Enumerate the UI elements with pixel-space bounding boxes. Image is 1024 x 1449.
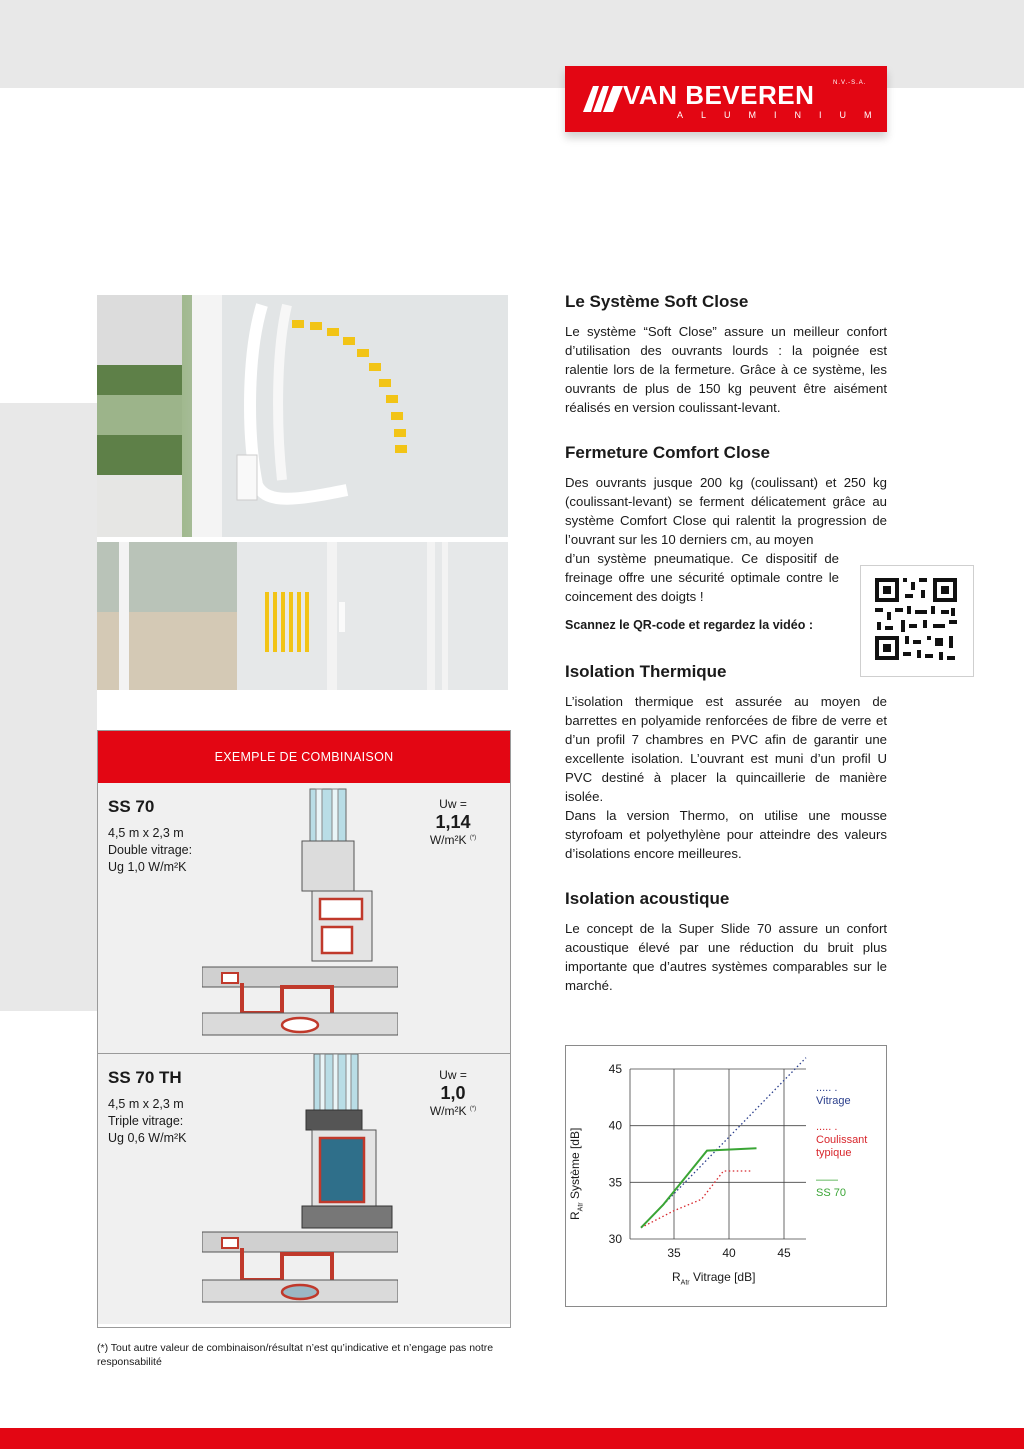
- brand-subtitle: ALUMINIUM: [677, 110, 890, 120]
- system-ug: Ug 0,6 W/m²K: [108, 1131, 187, 1145]
- brand-legal-form: N.V.-S.A.: [833, 80, 867, 86]
- text-soft-close: Le système “Soft Close” assure un meilleur confort d’utilisation des ouvrants lourds : la poignée est ralentie lors de la fermeture. Grâce à ce système, les ouvrants de plus de 150 kg peuvent être aisément réalisés en version coulissant-levant.: [565, 324, 887, 415]
- x-tick-label: 40: [722, 1246, 736, 1260]
- legend-marker: ..... .: [816, 1082, 838, 1094]
- ss70-section-drawing: [202, 787, 398, 1049]
- legend-ss70: [816, 1174, 846, 1200]
- series-line-3: [641, 1148, 757, 1227]
- y-tick-label: 30: [608, 1232, 622, 1246]
- handle-photo: [97, 295, 508, 537]
- combination-title: EXEMPLE DE COMBINAISON: [214, 750, 394, 764]
- text-comfort-close: Des ouvrants jusque 200 kg (coulissant) et 250 kg (coulissant-levant) se ferment délicatement grâce au système Comfort Close qui ralentit la progression de l’ouvrant sur les 10 derniers cm, au moyen: [565, 475, 887, 547]
- legend-coulissant: [816, 1121, 880, 1160]
- uw-unit: W/m²K: [429, 1104, 467, 1118]
- uw-unit-line: [418, 833, 488, 847]
- x-tick-label: 45: [777, 1246, 791, 1260]
- system-name: SS 70 TH: [108, 1068, 182, 1087]
- handle-photo-art: [97, 295, 508, 537]
- legend-label: SS 70: [816, 1187, 846, 1199]
- sliding-door-art: [97, 542, 508, 690]
- system-name: SS 70: [108, 797, 155, 816]
- system-glazing: Triple vitrage:: [108, 1114, 184, 1128]
- series-line-2: [641, 1171, 751, 1228]
- brand-name: VAN BEVEREN: [623, 80, 815, 110]
- uw-value: 1,14: [435, 812, 471, 832]
- combination-header: [98, 731, 510, 783]
- uw-block: [418, 1068, 488, 1118]
- system-glazing: Double vitrage:: [108, 843, 193, 857]
- ss70th-section-drawing: [202, 1054, 398, 1316]
- x-tick-label: 35: [667, 1246, 681, 1260]
- chart-ylabel: $R_{Atr}$ Système [dB]: [568, 1127, 585, 1220]
- sliding-door-photo: [97, 542, 508, 690]
- legend-marker: ..... .: [816, 1121, 838, 1133]
- combination-box: [97, 730, 511, 1328]
- y-tick-label: 45: [608, 1062, 622, 1076]
- text-thermal: L’isolation thermique est assurée au moyen de barrettes en polyamide renforcées de fibre de verre et d’un profil 7 chambres en PVC afin de garantir une excellente isolation. L’ouvrant est muni d’un profil U PVC destiné à placer la quincaillerie de manière isolée.: [565, 694, 887, 804]
- system-size: 4,5 m x 2,3 m: [108, 826, 184, 840]
- legend-label: Coulissant typique: [816, 1134, 868, 1159]
- heading-soft-close: Le Système Soft Close: [565, 292, 749, 311]
- qr-note: Scannez le QR-code et regardez la vidéo :: [565, 618, 813, 632]
- uw-block: [418, 797, 488, 847]
- text-comfort-close-cont: d’un système pneumatique. Ce dispositif de freinage offre une sécurité optimale contre le coincement des doigts !: [565, 551, 839, 604]
- heading-comfort-close: Fermeture Comfort Close: [565, 443, 770, 462]
- brand-logo: [565, 66, 890, 132]
- legend-label: Vitrage: [816, 1095, 851, 1107]
- text-thermal-thermo: Dans la version Thermo, on utilise une mousse styrofoam et polyethylène pour atteindre des valeurs d’isolations encore meilleures.: [565, 808, 887, 861]
- logo-mark-icon: [583, 82, 623, 112]
- system-panel-ss70: [98, 783, 510, 1054]
- legend-marker: ——: [816, 1174, 838, 1186]
- y-tick-label: 35: [608, 1175, 622, 1190]
- qr-code[interactable]: [860, 565, 974, 677]
- text-acoustic: Le concept de la Super Slide 70 assure un confort acoustique élevé par une réduction du bruit plus importante que d’autres systèmes comparables sur le marché.: [565, 921, 887, 993]
- system-panel-ss70th: [98, 1054, 510, 1324]
- qr-code-icon: [861, 566, 971, 674]
- system-ug: Ug 1,0 W/m²K: [108, 860, 187, 874]
- system-size: 4,5 m x 2,3 m: [108, 1097, 184, 1111]
- bottom-bar: [0, 1428, 1024, 1449]
- uw-value: 1,0: [440, 1083, 466, 1103]
- uw-label: Uw =: [439, 1068, 467, 1082]
- footnote: (*) Tout autre valeur de combinaison/résultat n’est qu’indicative et n’engage pas notre responsabilité: [97, 1342, 494, 1368]
- left-band: [0, 403, 97, 1011]
- uw-note-marker: (*): [469, 835, 477, 841]
- y-tick-label: 40: [608, 1118, 622, 1133]
- chart-xlabel: $R_{Atr}$ Vitrage [dB]: [672, 1270, 756, 1287]
- legend-vitrage: [816, 1082, 851, 1108]
- uw-unit: W/m²K: [429, 833, 467, 847]
- heading-acoustic: Isolation acoustique: [565, 889, 730, 908]
- uw-label: Uw =: [439, 797, 467, 811]
- uw-note-marker: (*): [469, 1106, 477, 1112]
- heading-thermal: Isolation Thermique: [565, 662, 727, 681]
- uw-unit-line: [418, 1104, 488, 1118]
